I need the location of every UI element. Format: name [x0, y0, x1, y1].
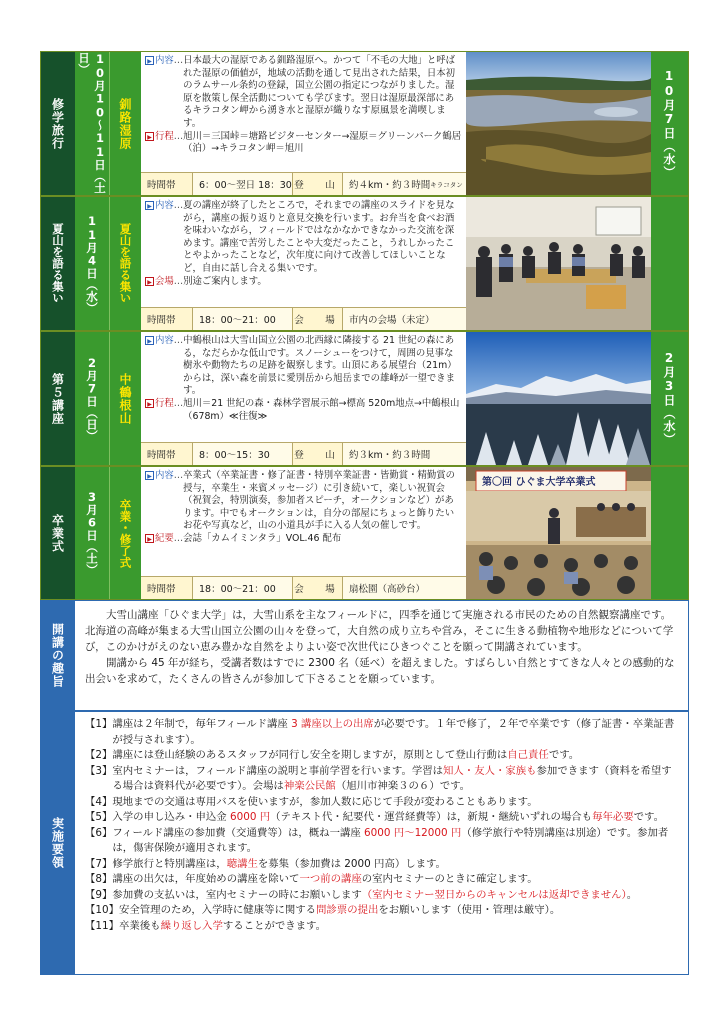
entry-kaijo: ▶ 会場… 別途ご案内します。	[145, 276, 462, 289]
event-row-koza5	[40, 331, 689, 466]
event-name: 第５講座	[41, 332, 75, 465]
event-name: 夏山を語る集い	[41, 197, 75, 330]
requirement-text-part: 室内セミナーは，フィールド講座の説明と事前学習を行います。学習は	[112, 764, 444, 777]
paragraph: 開講から 45 年が経ち，受講者数はすでに 2300 名（延べ）を超えました。すばらしい自然とすてきな人々との感動的な出会いを求めて，たくさんの皆さんが参加して下さることを願っています。	[85, 657, 675, 685]
requirement-text-part: 。	[626, 888, 638, 901]
requirement-item	[85, 919, 680, 935]
event-body	[141, 197, 466, 330]
play-marker-icon: ▶	[145, 336, 154, 345]
section-shushi	[40, 600, 689, 711]
requirement-item	[85, 764, 680, 795]
event-seminar-date: 10月7日（水）	[651, 52, 688, 195]
requirement-text	[112, 795, 537, 811]
entry-gyotei: ▶ 行程… 旭川＝三国峠＝塘路ビジターセンター→湿原＝グリーンパーク鶴居（泊）→キラコタン岬＝旭川	[145, 131, 462, 156]
requirement-number: 【10】	[85, 904, 120, 916]
event-seminar-date: 2月3日（水）	[651, 332, 688, 465]
play-marker-icon: ▶	[145, 399, 154, 408]
event-place: 釧路湿原	[109, 52, 141, 195]
event-body	[141, 332, 466, 465]
requirement-text-part: です。	[633, 811, 664, 823]
requirements-list	[75, 712, 688, 974]
event-body	[141, 467, 466, 599]
highlight-text: 3 講座以上の出席	[291, 718, 374, 730]
requirement-text-part: を募集（参加費は 2000 円高）します。	[257, 857, 446, 870]
requirement-number: 【3】	[85, 764, 113, 777]
photo-graduation	[466, 467, 651, 599]
requirement-item	[85, 872, 680, 888]
highlight-text: 6000 円	[230, 811, 271, 823]
requirement-text-part: 参加できます（資料を希望する場合は資料代が必要です）。会場は	[112, 764, 672, 792]
requirement-text	[112, 872, 537, 888]
requirement-text	[112, 826, 680, 857]
requirement-text	[112, 764, 680, 795]
section-body	[75, 601, 688, 710]
requirement-text-part: 入学の申し込み・申込金	[112, 811, 231, 823]
requirement-text-part: フィールド講座の参加費（交通費等）は，概ね一講座	[112, 826, 365, 839]
entry-naiyo: ▶ 内容… 中鶴根山は大雪山国立公園の北西縁に隣接する 21 世紀の森にある，なだらかな低山です。スノーシューをつけて，周囲の見事な樹氷や動物たちの足跡を観察します。山頂にある展望台（21m）からは，深い森を前景に愛別岳から旭岳までの雄峰が一望できます。	[145, 335, 462, 398]
requirement-text	[112, 888, 637, 904]
time-bar: 時間帯 8：00〜15：30 登 山 約３km・約３時間	[141, 442, 466, 465]
requirement-item	[85, 857, 680, 873]
entry-kiyo: ▶ 紀要… 会誌「カムイミンタラ」VOL.46 配布	[145, 533, 462, 546]
requirement-text	[119, 903, 560, 919]
banner-text: 第〇回 ひぐま大学卒業式	[482, 477, 596, 488]
paragraph: 大雪山講座「ひぐま大学」は，大雪山系を主なフィールドに，四季を通じて実施される市民のための自然観察講座です。北海道の高峰が集まる大雪山国立公園の山々を登って，大自然の成り立ちや営み，そこに生きる動植物や地形などについて学び，このかけがえのない恵み豊かな自然をよりよい姿で次世代にひきつぐことを願って開講されています。	[85, 609, 674, 653]
requirement-number: 【6】	[85, 826, 113, 839]
event-seminar-date	[651, 467, 688, 599]
section-yoryo	[40, 711, 689, 975]
event-row-natsuyama	[40, 196, 689, 331]
requirement-number: 【7】	[85, 857, 113, 870]
play-marker-icon: ▶	[145, 201, 154, 210]
requirement-text	[119, 919, 326, 935]
highlight-text: 自己責任	[507, 749, 549, 761]
event-place: 卒業・修了式	[109, 467, 141, 599]
requirement-text-part: （テキスト代・紀要代・運営経費等）は，新規・継続いずれの場合も	[270, 811, 593, 823]
requirement-text-part: 卒業後も	[119, 919, 161, 932]
requirement-text-part: 講座は２年制で，毎年フィールド講座	[112, 718, 292, 730]
event-place: 夏山を語る集い	[109, 197, 141, 330]
event-date: 2月7日（日）	[75, 332, 109, 465]
play-marker-icon: ▶	[145, 56, 154, 65]
highlight-text: 毎年必要	[592, 811, 634, 823]
requirement-text-part: が必要です。１年で修了，２年で卒業です（修了証書・卒業証書が授与されます）。	[112, 718, 675, 746]
requirement-number: 【8】	[85, 873, 113, 885]
highlight-text: （室内セミナー翌日からのキャンセルは返却できません）	[361, 888, 627, 901]
requirement-text	[112, 717, 680, 748]
requirement-text-part: （修学旅行や特別講座は別途）です。参加者は，傷害保険が適用されます。	[112, 826, 669, 854]
event-date: 10月10〜11日（土日）	[77, 52, 107, 194]
requirement-item	[85, 717, 680, 748]
highlight-text: 問診票の提出	[316, 904, 379, 916]
play-marker-icon: ▶	[145, 132, 154, 141]
requirement-item	[85, 826, 680, 857]
event-row-sotsugyo	[40, 466, 689, 600]
requirement-text-part: 修学旅行と特別講座は，	[112, 857, 227, 870]
requirement-number: 【4】	[85, 795, 113, 808]
highlight-text: 繰り返し入学	[160, 919, 223, 932]
photo-snow-mountains	[466, 332, 651, 465]
requirement-text-part: 講座の出欠は，年度始めの講座を除いて	[112, 873, 300, 885]
play-marker-icon: ▶	[145, 471, 154, 480]
requirement-text-part: 現地までの交通は専用バスを使いますが，参加人数に応じて手段が変わることもあります。	[112, 795, 538, 808]
play-marker-icon: ▶	[145, 534, 154, 543]
section-title: 開講の趣旨	[41, 601, 75, 710]
highlight-text: 聴講生	[226, 857, 258, 870]
requirement-item	[85, 795, 680, 811]
requirement-text-part: することができます。	[222, 919, 326, 932]
event-name: 卒業式	[41, 467, 75, 599]
entry-naiyo: ▶ 内容… 夏の講座が終了したところで，それまでの講座のスライドを見ながら，講座の振り返りと意見交換を行います。お弁当を食べお酒を味わいながら，フィールドではなかなかできなかった交流を深めます。講座で苦労したことや大変だったこと，うれしかったことやよかったことなど，次年度に向けて改善してほしいことなど，自由に話し合える集いです。	[145, 200, 462, 276]
event-seminar-date	[651, 197, 688, 330]
event-name: 修学旅行	[41, 52, 75, 195]
requirement-text-part: の室内セミナーのときに確定します。	[361, 873, 538, 885]
requirement-text	[112, 810, 664, 826]
section-title: 実施要領	[41, 712, 75, 974]
requirement-number: 【2】	[85, 749, 113, 761]
highlight-text: 一つ前の講座	[299, 873, 362, 885]
requirement-text-part: （旭川市神楽３の６）です。	[335, 780, 471, 792]
highlight-text: 神楽公民館	[283, 780, 336, 792]
entry-gyotei: ▶ 行程… 旭川＝21 世紀の森・森林学習展示館→標高 520m地点→中鶴根山（678m）≪往復≫	[145, 398, 462, 423]
time-bar: 時間帯 18：00〜21：00 会 場 市内の会場（未定）	[141, 307, 466, 330]
event-row-shugaku	[40, 51, 689, 196]
event-date: 3月6日（土）	[75, 467, 109, 599]
play-marker-icon: ▶	[145, 277, 154, 286]
photo-gathering	[466, 197, 651, 330]
requirement-text-part: をお願いします（使用・管理は厳守）。	[378, 904, 561, 916]
requirement-text	[112, 857, 446, 873]
time-bar: 時間帯 6：00〜翌日 18：30 登 山 約４km・約３時間 キラコタン	[141, 172, 466, 195]
requirement-item	[85, 748, 680, 764]
requirement-item	[85, 888, 680, 904]
requirement-number: 【9】	[85, 888, 113, 901]
requirement-text-part: 参加費の支払いは，室内セミナーの時にお願いします	[112, 888, 362, 901]
event-body	[141, 52, 466, 195]
entry-naiyo: ▶ 内容… 日本最大の湿原である釧路湿原へ。かつて「不毛の大地」と呼ばれた湿原の価値が，地域の活動を通して見出された結果，日本初のラムサール条約の登録，国立公園の指定につながりました。湿原を散策し保全活動についても学びます。翌日は湿原最深部にあるキラコタン岬から湧き水と湿原が織りなす原風景を満喫します。	[145, 55, 462, 131]
requirement-text	[112, 748, 579, 764]
entry-naiyo: ▶ 内容… 卒業式（卒業証書・修了証書・特別卒業証書・皆勤賞・精勤賞の授与，卒業生・来賓メッセージ）に引き続いて，楽しい祝賀会（祝賀会，特別演奏，参加者スピーチ，オークションなど）があります。中でもオークションは，自分の部屋にちょっと飾りたいお花や写真など，山の小道具が手に入る人気の催しです。	[145, 470, 462, 533]
photo-kushiro-wetland	[466, 52, 651, 195]
highlight-text: 6000 円〜12000 円	[364, 826, 462, 839]
highlight-text: 知人・友人・家族も	[443, 764, 537, 777]
requirement-number: 【11】	[85, 919, 120, 932]
course-schedule-sheet	[40, 51, 689, 975]
event-place: 中鶴根山	[109, 332, 141, 465]
requirement-item	[85, 903, 680, 919]
requirement-number: 【5】	[85, 811, 113, 823]
requirement-text-part: です。	[548, 749, 580, 761]
requirement-text-part: 講座には登山経験のあるスタッフが同行し安全を期しますが，原則として登山行動は	[112, 749, 508, 761]
requirement-text-part: 安全管理のため，入学時に健康等に関する	[119, 904, 317, 916]
requirement-number: 【1】	[85, 718, 113, 730]
time-bar: 時間帯 18：00〜21：00 会 場 扇松園（高砂台）	[141, 576, 466, 599]
event-date: 11月4日（水）	[75, 197, 109, 330]
requirement-item	[85, 810, 680, 826]
